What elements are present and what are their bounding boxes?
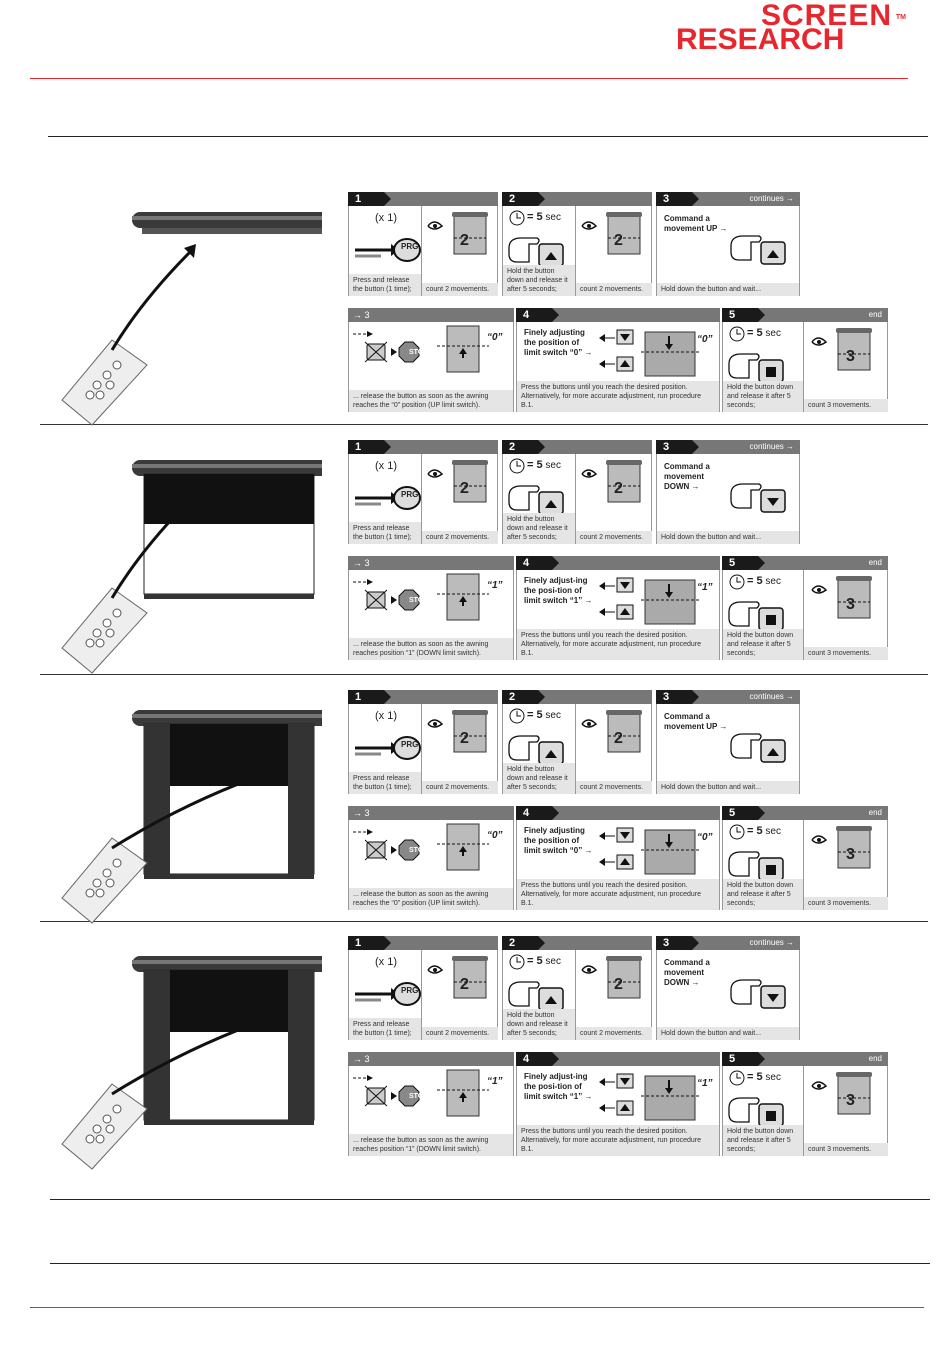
step-goto3 xyxy=(348,806,514,910)
stop-label: STOP xyxy=(409,847,428,854)
roll-icon xyxy=(433,572,493,629)
steps-row-2 xyxy=(348,308,888,414)
stop-cell xyxy=(349,1066,513,1156)
hold-cell xyxy=(503,704,576,794)
step-number: 2 xyxy=(502,936,538,950)
step-header xyxy=(722,308,888,322)
step-header xyxy=(656,192,800,206)
times-label: (x 1) xyxy=(375,212,397,224)
eye-roll-icon xyxy=(424,956,494,1009)
step-caption: Hold the button down and release it after 5 seconds; xyxy=(723,381,803,412)
goto-step-label: → 3 xyxy=(353,558,370,568)
prg-label: PRG xyxy=(401,986,419,995)
continues-tag: continues → xyxy=(749,442,794,451)
step-number: 5 xyxy=(722,1052,758,1066)
count-value: 2 xyxy=(460,232,469,249)
procedure-section xyxy=(40,684,930,916)
five-seconds-label: = 5 sec xyxy=(527,709,561,721)
step-number: 4 xyxy=(516,1052,552,1066)
step-caption: Hold down the button and wait... xyxy=(657,531,799,544)
end-tag: end xyxy=(868,558,882,567)
step-caption: Press the buttons until you reach the desired position. Alternatively, for more accurate adjustment, run procedure B.1. xyxy=(517,629,719,660)
count-value: 3 xyxy=(846,1092,855,1109)
goto-step-label: → 3 xyxy=(353,1054,370,1064)
prg-label: PRG xyxy=(401,490,419,499)
hold-stop-cell xyxy=(723,322,804,412)
step-number: 3 xyxy=(656,690,692,704)
step-caption: Press and release the button (1 time); xyxy=(349,772,421,794)
step-header xyxy=(516,1052,720,1066)
eye-roll-icon xyxy=(578,956,648,1009)
step-number: 3 xyxy=(656,936,692,950)
footer-rule xyxy=(30,1307,924,1308)
step-caption: Hold the button down and release it after 5 seconds; xyxy=(503,1009,575,1040)
times-label: (x 1) xyxy=(375,710,397,722)
step-number: 4 xyxy=(516,308,552,322)
steps-row-2 xyxy=(348,556,888,662)
step-caption: Press and release the button (1 time); xyxy=(349,1018,421,1040)
fine-adjust-icon xyxy=(597,322,707,385)
stop-label: STOP xyxy=(409,597,428,604)
step-caption: Hold the button down and release it after 5 seconds; xyxy=(723,879,803,910)
command-text: Command a movement UP → xyxy=(664,214,728,233)
screen-remote-illustration xyxy=(52,944,322,1174)
fine-adjust-cell xyxy=(517,820,719,910)
fine-adjust-cell xyxy=(517,1066,719,1156)
step-3 xyxy=(656,936,800,1040)
hand-down-button-icon xyxy=(729,968,791,1015)
five-seconds-label: = 5 sec xyxy=(527,459,561,471)
step-5 xyxy=(722,1052,888,1156)
eye-roll-icon xyxy=(424,710,494,763)
five-seconds-label: = 5 sec xyxy=(527,955,561,967)
hold-stop-cell xyxy=(723,570,804,660)
count-value: 2 xyxy=(460,976,469,993)
step-caption: ... release the button as soon as the awning reaches the “0” position (UP limit switch). xyxy=(349,888,513,910)
limit-label: “1” xyxy=(697,1078,713,1089)
eye-roll-icon xyxy=(424,460,494,513)
step-2 xyxy=(502,936,652,1040)
step-caption: count 2 movements. xyxy=(422,781,498,794)
prg-label: PRG xyxy=(401,242,419,251)
command-cell xyxy=(657,206,799,296)
count-cell xyxy=(576,704,652,794)
step-header xyxy=(348,440,498,454)
fine-adjust-cell xyxy=(517,570,719,660)
prg-label: PRG xyxy=(401,740,419,749)
step-2 xyxy=(502,192,652,296)
step-number: 2 xyxy=(502,440,538,454)
step-caption: Hold the button down and release it after 5 seconds; xyxy=(723,1125,803,1156)
continues-tag: continues → xyxy=(749,938,794,947)
step-caption: Press and release the button (1 time); xyxy=(349,522,421,544)
five-seconds-label: = 5 sec xyxy=(747,1071,781,1083)
count-value: 3 xyxy=(846,846,855,863)
prg-cell xyxy=(349,950,422,1040)
fine-adjust-icon xyxy=(597,1066,707,1129)
eye-roll-icon xyxy=(578,460,648,513)
eye-roll-icon xyxy=(808,576,878,629)
fine-adjust-text: Finely adjusting the position of limit switch “0” → xyxy=(524,826,593,855)
step-number: 1 xyxy=(348,440,384,454)
step-caption: ... release the button as soon as the awning reaches position “1” (DOWN limit switch). xyxy=(349,1134,513,1156)
step-header xyxy=(348,1052,514,1066)
step-number: 3 xyxy=(656,192,692,206)
hand-up-button-icon xyxy=(729,224,791,271)
prg-cell xyxy=(349,454,422,544)
count-cell xyxy=(804,322,888,412)
step-header xyxy=(516,308,720,322)
eye-roll-icon xyxy=(808,1072,878,1125)
count-cell xyxy=(422,704,498,794)
fine-adjust-icon xyxy=(597,570,707,633)
step-2 xyxy=(502,690,652,794)
limit-label: “1” xyxy=(487,580,503,591)
steps-row-1 xyxy=(348,690,808,796)
brand-line1: SCREEN xyxy=(760,0,892,32)
step-header xyxy=(348,308,514,322)
fine-adjust-icon xyxy=(597,820,707,883)
five-seconds-label: = 5 sec xyxy=(747,327,781,339)
step-caption: Press the buttons until you reach the desired position. Alternatively, for more accurate adjustment, run procedure B.1. xyxy=(517,1125,719,1156)
step-header xyxy=(348,192,498,206)
step-caption: Press the buttons until you reach the desired position. Alternatively, for more accurate adjustment, run procedure B.1. xyxy=(517,381,719,412)
procedure-section xyxy=(40,186,930,418)
hold-stop-cell xyxy=(723,820,804,910)
procedure-section xyxy=(40,930,930,1162)
limit-label: “0” xyxy=(697,832,713,843)
times-label: (x 1) xyxy=(375,460,397,472)
step-4 xyxy=(516,1052,720,1156)
step-caption: Press and release the button (1 time); xyxy=(349,274,421,296)
limit-label: “1” xyxy=(697,582,713,593)
step-header xyxy=(502,440,652,454)
step-1 xyxy=(348,936,498,1040)
count-cell xyxy=(576,950,652,1040)
step-caption: count 3 movements. xyxy=(804,1143,888,1156)
end-tag: end xyxy=(868,1054,882,1063)
step-2 xyxy=(502,440,652,544)
step-number: 3 xyxy=(656,440,692,454)
count-cell xyxy=(422,950,498,1040)
step-number: 5 xyxy=(722,308,758,322)
fine-adjust-text: Finely adjust-ing the posi-tion of limit switch “1” → xyxy=(524,1072,593,1101)
step-caption: count 2 movements. xyxy=(576,1027,652,1040)
step-goto3 xyxy=(348,308,514,412)
command-text: Command a movement DOWN → xyxy=(664,462,710,491)
step-3 xyxy=(656,690,800,794)
count-cell xyxy=(804,820,888,910)
step-caption: count 2 movements. xyxy=(576,283,652,296)
stop-label: STOP xyxy=(409,349,428,356)
step-header xyxy=(348,690,498,704)
stop-cell xyxy=(349,820,513,910)
command-cell xyxy=(657,950,799,1040)
step-header xyxy=(722,556,888,570)
command-cell xyxy=(657,454,799,544)
limit-label: “0” xyxy=(487,332,503,343)
steps-row-1 xyxy=(348,936,808,1042)
step-header xyxy=(722,1052,888,1066)
bottom-rule-1 xyxy=(50,1199,930,1200)
step-header xyxy=(348,936,498,950)
step-number: 1 xyxy=(348,690,384,704)
step-4 xyxy=(516,556,720,660)
step-header xyxy=(656,440,800,454)
step-caption: count 2 movements. xyxy=(422,283,498,296)
step-caption: ... release the button as soon as the awning reaches position “1” (DOWN limit switch). xyxy=(349,638,513,660)
header-rule xyxy=(30,78,908,79)
count-value: 2 xyxy=(614,730,623,747)
count-cell xyxy=(422,454,498,544)
hold-stop-cell xyxy=(723,1066,804,1156)
fine-adjust-text: Finely adjust-ing the posi-tion of limit switch “1” → xyxy=(524,576,593,605)
five-seconds-label: = 5 sec xyxy=(747,575,781,587)
steps-row-1 xyxy=(348,440,808,546)
step-caption: Hold down the button and wait... xyxy=(657,781,799,794)
step-header xyxy=(348,806,514,820)
steps-row-2 xyxy=(348,806,888,912)
hand-down-button-icon xyxy=(729,472,791,519)
five-seconds-label: = 5 sec xyxy=(747,825,781,837)
eye-roll-icon xyxy=(808,328,878,381)
prg-cell xyxy=(349,206,422,296)
step-4 xyxy=(516,806,720,910)
step-header xyxy=(502,192,652,206)
top-rule xyxy=(48,136,928,137)
fine-adjust-text: Finely adjusting the position of limit switch “0” → xyxy=(524,328,593,357)
hand-up-button-icon xyxy=(729,722,791,769)
step-caption: Hold the button down and release it after 5 seconds; xyxy=(503,513,575,544)
eye-roll-icon xyxy=(424,212,494,265)
count-value: 2 xyxy=(460,730,469,747)
continues-tag: continues → xyxy=(749,194,794,203)
screen-remote-illustration xyxy=(52,200,322,430)
roll-icon xyxy=(433,1068,493,1125)
step-1 xyxy=(348,192,498,296)
count-value: 3 xyxy=(846,596,855,613)
step-1 xyxy=(348,690,498,794)
count-cell xyxy=(804,570,888,660)
hold-cell xyxy=(503,454,576,544)
count-value: 2 xyxy=(614,480,623,497)
step-caption: count 3 movements. xyxy=(804,399,888,412)
eye-roll-icon xyxy=(578,212,648,265)
goto-step-label: → 3 xyxy=(353,808,370,818)
step-caption: ... release the button as soon as the awning reaches the “0” position (UP limit switch). xyxy=(349,390,513,412)
steps-row-2 xyxy=(348,1052,888,1158)
step-caption: count 3 movements. xyxy=(804,647,888,660)
step-caption: Hold the button down and release it after 5 seconds; xyxy=(503,763,575,794)
step-header xyxy=(502,690,652,704)
step-header xyxy=(516,556,720,570)
step-number: 1 xyxy=(348,192,384,206)
brand-line2: RESEARCH xyxy=(676,23,845,56)
stop-cell xyxy=(349,570,513,660)
step-number: 2 xyxy=(502,192,538,206)
times-label: (x 1) xyxy=(375,956,397,968)
screen-remote-illustration xyxy=(52,698,322,928)
step-header xyxy=(502,936,652,950)
prg-cell xyxy=(349,704,422,794)
hold-cell xyxy=(503,206,576,296)
trademark-mark: TM xyxy=(895,14,906,21)
limit-label: “1” xyxy=(487,1076,503,1087)
count-cell xyxy=(576,454,652,544)
roll-icon xyxy=(433,822,493,879)
step-header xyxy=(656,690,800,704)
step-1 xyxy=(348,440,498,544)
eye-roll-icon xyxy=(578,710,648,763)
step-caption: count 3 movements. xyxy=(804,897,888,910)
step-3 xyxy=(656,440,800,544)
goto-step-label: → 3 xyxy=(353,310,370,320)
step-number: 5 xyxy=(722,556,758,570)
step-caption: Press the buttons until you reach the desired position. Alternatively, for more accurate adjustment, run procedure B.1. xyxy=(517,879,719,910)
step-5 xyxy=(722,308,888,412)
procedure-section xyxy=(40,434,930,666)
continues-tag: continues → xyxy=(749,692,794,701)
steps-row-1 xyxy=(348,192,808,298)
end-tag: end xyxy=(868,310,882,319)
count-value: 2 xyxy=(614,976,623,993)
eye-roll-icon xyxy=(808,826,878,879)
command-text: Command a movement UP → xyxy=(664,712,728,731)
step-5 xyxy=(722,806,888,910)
step-number: 1 xyxy=(348,936,384,950)
step-number: 2 xyxy=(502,690,538,704)
limit-label: “0” xyxy=(697,334,713,345)
stop-label: STOP xyxy=(409,1093,428,1100)
screen-remote-illustration xyxy=(52,448,322,678)
step-number: 4 xyxy=(516,806,552,820)
step-caption: Hold down the button and wait... xyxy=(657,1027,799,1040)
command-text: Command a movement DOWN → xyxy=(664,958,710,987)
count-cell xyxy=(422,206,498,296)
roll-icon xyxy=(433,324,493,381)
step-header xyxy=(516,806,720,820)
hold-cell xyxy=(503,950,576,1040)
command-cell xyxy=(657,704,799,794)
limit-label: “0” xyxy=(487,830,503,841)
step-goto3 xyxy=(348,556,514,660)
step-caption: Hold the button down and release it after 5 seconds; xyxy=(723,629,803,660)
stop-cell xyxy=(349,322,513,412)
step-caption: count 2 movements. xyxy=(576,531,652,544)
step-caption: count 2 movements. xyxy=(576,781,652,794)
count-value: 3 xyxy=(846,348,855,365)
count-cell xyxy=(576,206,652,296)
fine-adjust-cell xyxy=(517,322,719,412)
count-value: 2 xyxy=(614,232,623,249)
step-caption: count 2 movements. xyxy=(422,531,498,544)
step-caption: Hold down the button and wait... xyxy=(657,283,799,296)
count-value: 2 xyxy=(460,480,469,497)
step-4 xyxy=(516,308,720,412)
step-3 xyxy=(656,192,800,296)
five-seconds-label: = 5 sec xyxy=(527,211,561,223)
brand-logo xyxy=(676,0,906,56)
step-number: 4 xyxy=(516,556,552,570)
step-header xyxy=(348,556,514,570)
step-header xyxy=(722,806,888,820)
step-number: 5 xyxy=(722,806,758,820)
step-header xyxy=(656,936,800,950)
step-goto3 xyxy=(348,1052,514,1156)
bottom-rule-2 xyxy=(50,1263,930,1264)
end-tag: end xyxy=(868,808,882,817)
step-caption: Hold the button down and release it after 5 seconds; xyxy=(503,265,575,296)
count-cell xyxy=(804,1066,888,1156)
step-5 xyxy=(722,556,888,660)
step-caption: count 2 movements. xyxy=(422,1027,498,1040)
